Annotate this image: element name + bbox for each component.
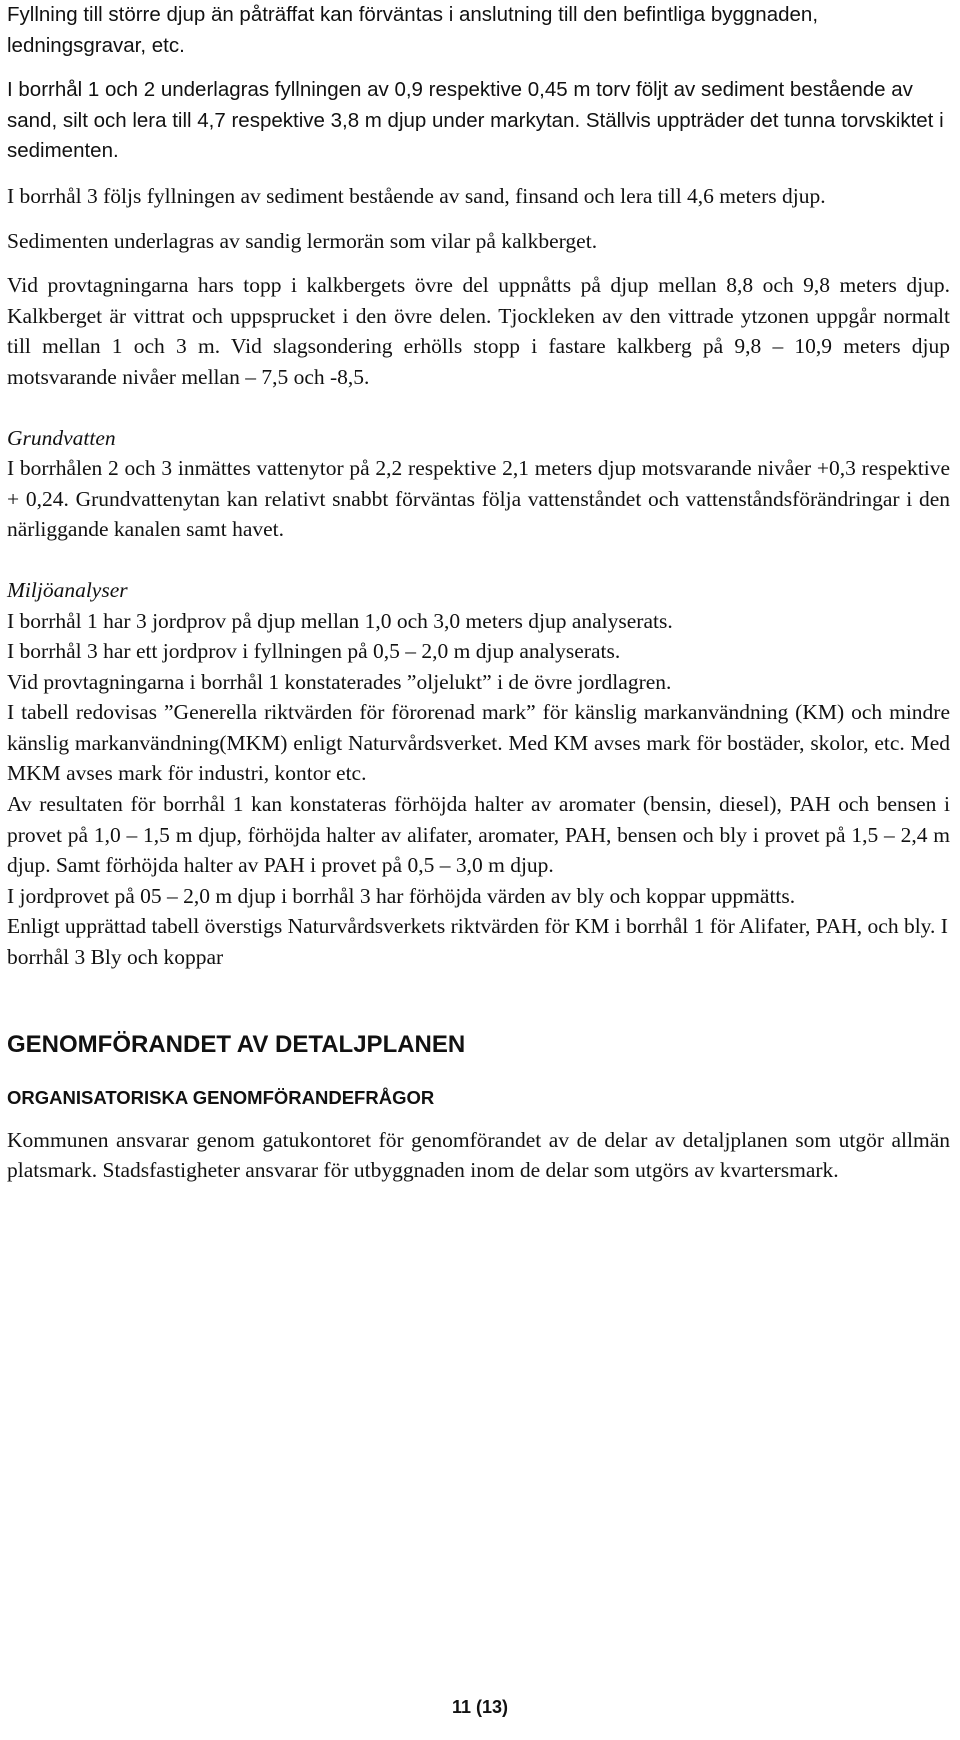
paragraph-grundvatten: I borrhålen 2 och 3 inmättes vattenytor på 2,2 respektive 2,1 meters djup motsvarande nivåer +0,3 respektive + 0,24. Grundvattenytan kan relativt snabbt förväntas följa vattenståndet och vattenståndsförändringar i den närliggande kanalen samt havet. — [7, 456, 950, 542]
heading-miljoanalyser: Miljöanalyser — [7, 577, 128, 602]
miljo-line-2: I borrhål 3 har ett jordprov i fyllningen på 0,5 – 2,0 m djup analyserats. — [7, 639, 621, 664]
section-heading: GENOMFÖRANDET AV DETALJPLANEN — [7, 1030, 466, 1058]
page-number: 11 (13) — [451, 1697, 509, 1717]
paragraph-limestone: Vid provtagningarna hars topp i kalkbergets övre del uppnåtts på djup mellan 8,8 och 9,8 meters djup. Kalkberget är vittrat och uppsprucket i den övre delen. Tjockleken av den vittrade ytzonen uppgår normalt till mellan 1 och 3 m. Vid slagsondering erhölls stopp i fastare kalkberg på 9,8 – 10,9 meters djup motsvarande nivåer mellan – 7,5 och -8,5. — [7, 273, 950, 389]
miljo-line-4: I tabell redovisas ”Generella riktvärden för förorenad mark” för känslig markanvändning (KM) och mindre känslig markanvändning(MKM) enligt Naturvårdsverket. Med KM avses mark för bostäder, skolor, etc. Med MKM avses mark för industri, kontor etc. — [7, 700, 950, 786]
paragraph-borehole-1-2 — [7, 75, 950, 167]
miljo-line-7: Enligt upprättad tabell överstigs Naturvårdsverkets riktvärden för KM i borrhål 1 för Alifater, PAH, och bly. I borrhål 3 Bly och koppar — [7, 914, 948, 970]
miljo-line-3: Vid provtagningarna i borrhål 1 konstaterades ”oljelukt” i de övre jordlagren. — [7, 669, 672, 694]
section-subheading: ORGANISATORISKA GENOMFÖRANDEFRÅGOR — [7, 1086, 435, 1108]
heading-grundvatten: Grundvatten — [7, 425, 116, 450]
paragraph-borehole-1-2-main: I borrhål 1 och 2 underlagras fyllningen av 0,9 respektive 0,45 m torv följt av sediment bestående av sand, silt och lera till 4,7 respektive 3,8 m djup under markytan. — [7, 78, 913, 132]
page-content — [7, 0, 950, 1186]
paragraph-borehole-3: I borrhål 3 följs fyllningen av sediment bestående av sand, finsand och lera till 4,6 meters djup. — [7, 183, 826, 208]
paragraph-fill-depth: Fyllning till större djup än påträffat kan förväntas i anslutning till den befintliga byggnaden, ledningsgravar, etc. — [7, 3, 819, 57]
miljo-line-5: Av resultaten för borrhål 1 kan konstateras förhöjda halter av aromater (bensin, diesel), PAH och bensen i provet på 1,0 – 1,5 m djup, förhöjda halter av alifater, aromater, PAH, bensen och bly i provet på 1,5 – 2,4 m djup. Samt förhöjda halter av PAH i provet på 0,5 – 3,0 m djup. — [7, 792, 950, 878]
miljo-line-1: I borrhål 1 har 3 jordprov på djup mellan 1,0 och 3,0 meters djup analyserats. — [7, 608, 673, 633]
paragraph-moraine: Sedimenten underlagras av sandig lermorän som vilar på kalkberget. — [7, 228, 598, 253]
miljo-line-6: I jordprovet på 05 – 2,0 m djup i borrhål 3 har förhöjda värden av bly och koppar uppmätts. — [7, 883, 796, 908]
paragraph-organisation: Kommunen ansvarar genom gatukontoret för genomförandet av de delar av detaljplanen som utgör allmän platsmark. Stadsfastigheter ansvarar för utbyggnaden inom de delar som utgörs av kvartersmark. — [7, 1127, 950, 1183]
paragraph-borehole-1-2-peat: Ställvis uppträder det tunna torvskiktet i sedimenten. — [7, 108, 944, 163]
